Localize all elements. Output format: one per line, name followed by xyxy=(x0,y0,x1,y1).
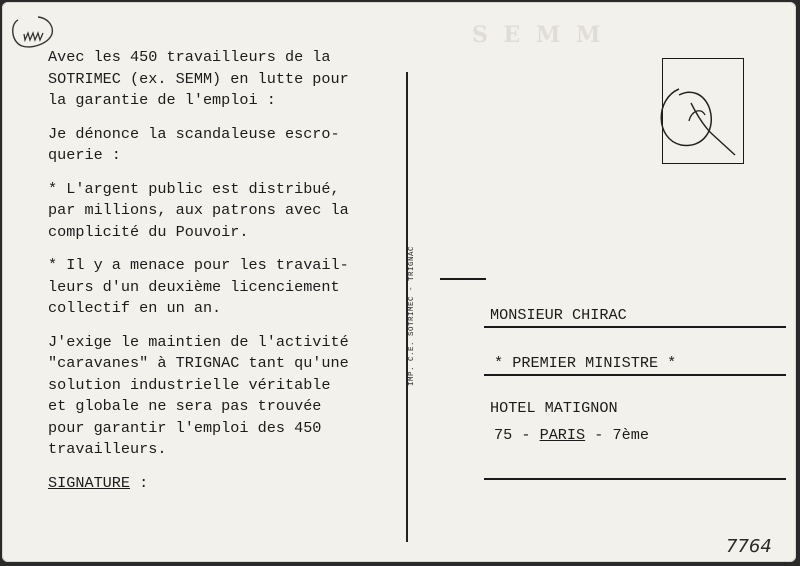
address-rule-3 xyxy=(484,374,786,376)
printer-imprint: IMP. C.E. SOTRIMEC - TRIGNAC xyxy=(408,245,416,386)
postal-prefix: 75 - xyxy=(494,426,540,444)
signature-label: SIGNATURE xyxy=(48,473,131,492)
paragraph-threat: * Il y a menace pour les travail- leurs d'un deuxième licenciement collectif en un an. xyxy=(48,256,349,317)
arrondissement: - 7ème xyxy=(585,426,649,444)
stamp-box xyxy=(662,58,744,164)
address-line-city xyxy=(494,426,649,444)
address-line-title: * PREMIER MINISTRE * xyxy=(494,354,677,372)
postcard xyxy=(2,2,796,562)
address-line-hotel: HOTEL MATIGNON xyxy=(490,399,618,417)
paragraph-intro: Avec les 450 travailleurs de la SOTRIMEC (ex. SEMM) en lutte pour la garantie de l'emploi : xyxy=(48,48,349,109)
paragraph-public-money: * L'argent public est distribué, par millions, aux patrons avec la complicité du Pouvoir. xyxy=(48,179,349,241)
address-rule-1 xyxy=(440,278,486,280)
handwritten-number: 7764 xyxy=(726,536,772,557)
signature-colon: : xyxy=(130,473,149,492)
paragraph-demand: J'exige le maintien de l'activité "caravanes" à TRIGNAC tant qu'une solution industrielle véritable et globale ne sera pas trouvée pour garantir l'emploi des 450 travailleurs. xyxy=(48,332,349,458)
address-rule-4 xyxy=(484,478,786,480)
handwritten-corner-mark xyxy=(8,12,58,52)
address-rule-2 xyxy=(484,326,786,328)
handwritten-stamp-mark xyxy=(651,59,751,163)
signature-line xyxy=(48,473,408,495)
paragraph-denounce: Je dénonce la scandaleuse escro- querie : xyxy=(48,124,340,164)
show-through: S E M M xyxy=(472,22,605,48)
message-text xyxy=(48,47,408,506)
address-line-name: MONSIEUR CHIRAC xyxy=(490,306,627,324)
city-name: PARIS xyxy=(539,426,586,444)
